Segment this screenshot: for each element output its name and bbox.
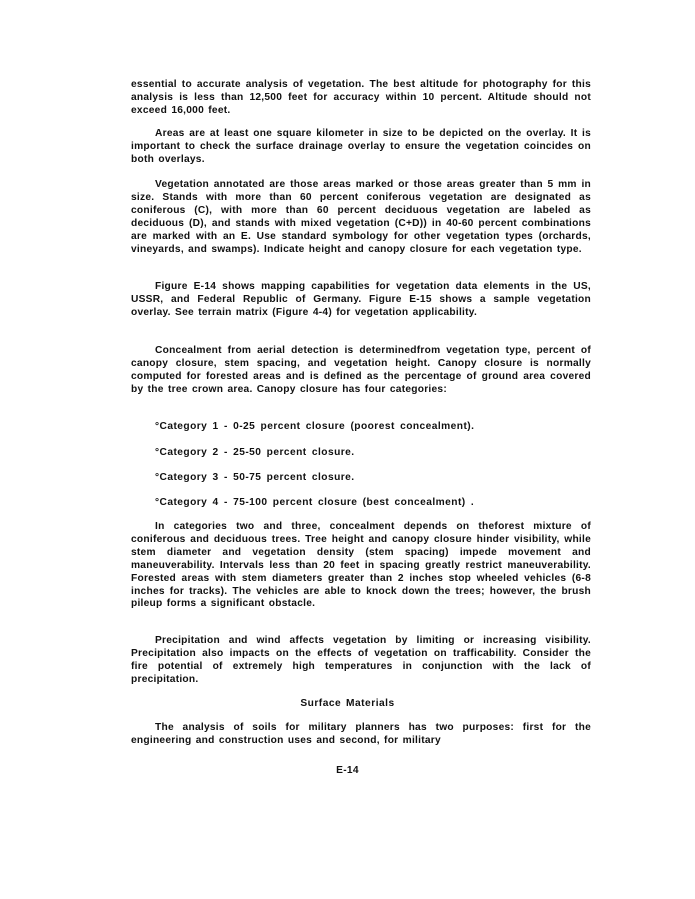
page-number: E-14 (336, 765, 359, 776)
category-3-item: °Category 3 - 50-75 percent closure. (155, 472, 355, 483)
paragraph-mapping-capabilities: Figure E-14 shows mapping capabilities for vegetation data elements in the US, USSR, and Federal Republic of Germany. Figure E-15 shows a sample vegetation overlay. See terrain matrix (Figure 4-4) for vegetation applicability. (131, 281, 591, 318)
paragraph-precipitation: Precipitation and wind affects vegetation by limiting or increasing visibility. Precipitation also impacts on the effects of vegetation on trafficability. Consider the fire potential of extremely high temperatures in conjunction with the lack of precipitation. (131, 635, 591, 685)
category-1-item: °Category 1 - 0-25 percent closure (poorest concealment). (155, 421, 475, 432)
paragraph-forest-mixture: In categories two and three, concealment depends on theforest mixture of coniferous and deciduous trees. Tree height and canopy closure hinder visibility, while stem diameter and vegetation density (stem spacing) impede movement and maneuverability. Intervals less than 20 feet in spacing greatly restrict maneuverability. Forested areas with stem diameters greater than 2 inches stop wheeled vehicles (6-8 inches for tracks). The vehicles are able to knock down the trees; however, the brush pileup forms a significant obstacle. (131, 521, 591, 610)
category-4-item: °Category 4 - 75-100 percent closure (best concealment) . (155, 497, 475, 508)
section-heading-surface-materials: Surface Materials (300, 698, 395, 709)
category-2-item: °Category 2 - 25-50 percent closure. (155, 447, 355, 458)
paragraph-soil-analysis: The analysis of soils for military planners has two purposes: first for the engineering and construction uses and second, for military (131, 722, 591, 746)
paragraph-overlay-size: Areas are at least one square kilometer in size to be depicted on the overlay. It is important to check the surface drainage overlay to ensure the vegetation coincides on both overlays. (131, 128, 591, 165)
paragraph-vegetation-annotation: Vegetation annotated are those areas marked or those areas greater than 5 mm in size. Stands with more than 60 percent coniferous vegetation are designated as coniferous (C), with more than 60 percent deciduous vegetation are labeled as deciduous (D), and stands with mixed vegetation (C+D)) in 40-60 percent combinations are marked with an E. Use standard symbology for other vegetation types (orchards, vineyards, and swamps). Indicate height and canopy closure for each vegetation type. (131, 179, 591, 255)
paragraph-vegetation-altitude: essential to accurate analysis of vegetation. The best altitude for photography for this analysis is less than 12,500 feet for accuracy within 10 percent. Altitude should not exceed 16,000 feet. (131, 79, 591, 116)
paragraph-concealment: Concealment from aerial detection is determinedfrom vegetation type, percent of canopy closure, stem spacing, and vegetation height. Canopy closure is normally computed for forested areas and is defined as the percentage of ground area covered by the tree crown area. Canopy closure has four categories: (131, 345, 591, 395)
